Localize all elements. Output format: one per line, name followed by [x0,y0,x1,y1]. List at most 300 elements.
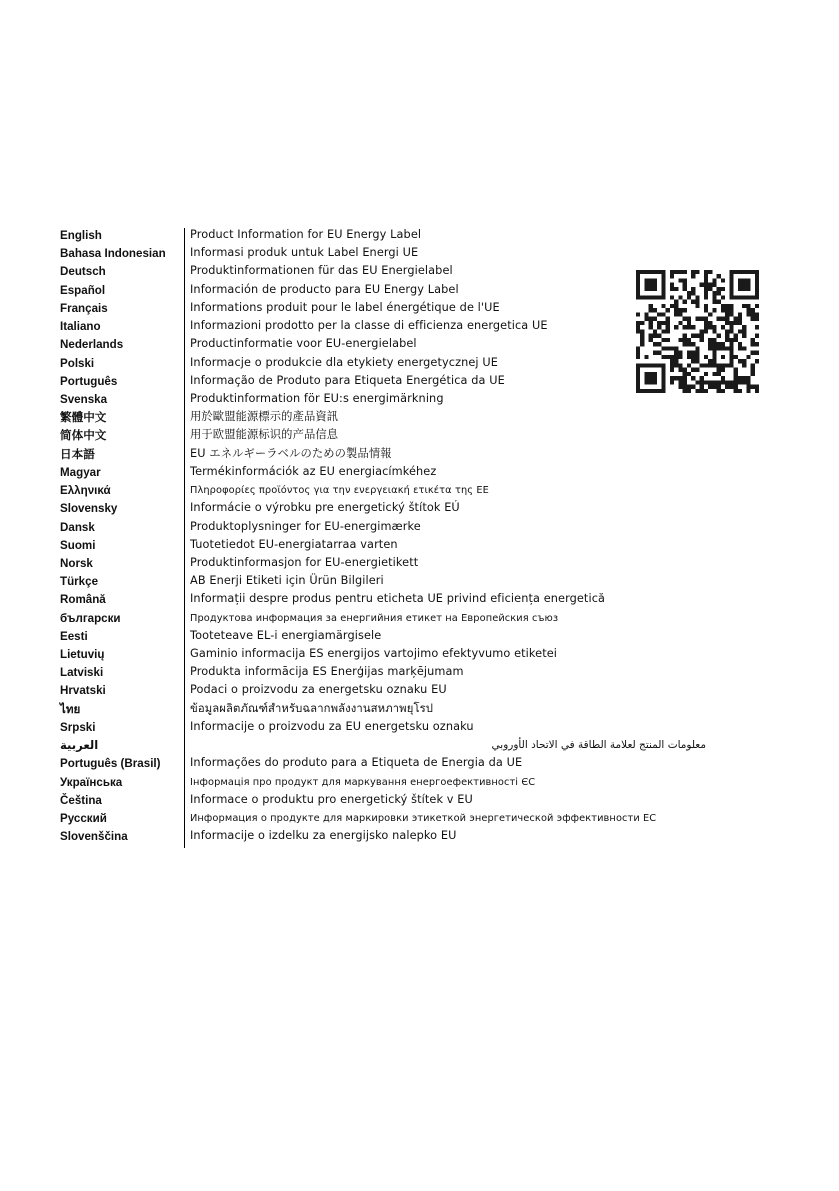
qr-module [670,274,674,278]
qr-module [670,363,674,367]
qr-module [636,385,640,389]
qr-module [657,363,661,367]
qr-module [687,372,691,376]
language-description: Informacije o izdelku za energijsko nalepko EU [190,829,457,843]
qr-module [649,363,653,367]
qr-module [661,329,665,333]
qr-module [691,368,695,372]
qr-module [674,304,678,308]
qr-module [687,291,691,295]
qr-module [729,270,733,274]
language-description: Tooteteave EL-i energiamärgisele [190,628,382,642]
qr-module [640,338,644,342]
qr-module [755,325,759,329]
qr-module [674,270,678,274]
qr-module [640,295,644,299]
qr-module [738,317,742,321]
qr-module [717,385,721,389]
qr-module [683,300,687,304]
qr-module [691,291,695,295]
qr-module [712,385,716,389]
qr-module [746,308,750,312]
qr-module [695,295,699,299]
language-name: Polski [60,356,95,370]
qr-module [661,287,665,291]
qr-module [700,283,704,287]
qr-module [644,270,648,274]
language-name: ไทย [60,702,81,716]
qr-module [725,321,729,325]
qr-module [678,376,682,380]
qr-module [661,338,665,342]
qr-module [678,385,682,389]
language-name: Ελληνικά [60,484,111,498]
language-name: Latviski [60,666,104,680]
qr-module [738,346,742,350]
qr-module [661,274,665,278]
qr-module [691,355,695,359]
qr-module [755,334,759,338]
qr-module [653,376,657,380]
qr-module [738,295,742,299]
qr-module [678,295,682,299]
qr-module [746,355,750,359]
qr-module [704,274,708,278]
language-description: Productinformatie voor EU-energielabel [190,337,417,351]
qr-module [755,351,759,355]
qr-module [636,283,640,287]
qr-module [717,334,721,338]
qr-module [729,312,733,316]
language-row-no [60,555,660,573]
qr-module [636,389,640,393]
qr-module [695,380,699,384]
qr-module [649,389,653,393]
language-description: Информация о продукте для маркировки этикеткой энергетической эффективности ЕС [190,813,657,824]
language-name: Português (Brasil) [60,757,161,771]
qr-module [695,359,699,363]
qr-module [683,287,687,291]
qr-module [721,376,725,380]
qr-module [636,295,640,299]
qr-module [712,372,716,376]
qr-module [653,342,657,346]
qr-module [636,351,640,355]
qr-module [704,317,708,321]
qr-module [712,278,716,282]
language-description: Información de producto para EU Energy Label [190,282,459,296]
qr-module [704,372,708,376]
qr-module [649,308,653,312]
qr-module [695,346,699,350]
qr-module [649,325,653,329]
qr-module [746,376,750,380]
language-name: Čeština [60,793,102,807]
qr-module [661,355,665,359]
qr-module [649,376,653,380]
qr-module [661,385,665,389]
language-row-hr [60,682,660,700]
qr-module [712,380,716,384]
qr-module [734,389,738,393]
qr-module [670,368,674,372]
language-name: Türkçe [60,575,99,589]
qr-module [729,291,733,295]
qr-module [678,312,682,316]
qr-module [742,359,746,363]
qr-module [708,321,712,325]
qr-module [738,283,742,287]
qr-module [717,368,721,372]
qr-module [695,317,699,321]
qr-module [755,274,759,278]
qr-module [734,334,738,338]
language-name: български [60,611,121,625]
language-description: Produktinformasjon for EU-energietikett [190,555,419,569]
qr-module [678,355,682,359]
qr-module [704,295,708,299]
qr-module [751,295,755,299]
language-description: Інформація про продукт для маркування енергоефективності ЄС [190,776,536,788]
language-row-ar [60,737,706,755]
qr-module [691,270,695,274]
qr-module [700,376,704,380]
qr-module [704,304,708,308]
language-row-th [60,701,660,719]
qr-module [708,342,712,346]
qr-module [683,334,687,338]
language-row-el [60,482,660,500]
qr-module [704,355,708,359]
qr-module [742,376,746,380]
qr-module [666,338,670,342]
qr-module [717,389,721,393]
language-row-nl [60,336,660,354]
qr-module [683,385,687,389]
language-description: Podaci o proizvodu za energetsku oznaku EU [190,683,447,697]
qr-module [687,342,691,346]
qr-module [751,385,755,389]
qr-module [734,317,738,321]
language-name: Bahasa Indonesian [60,247,166,261]
qr-module [742,380,746,384]
language-row-it [60,318,660,336]
qr-module [683,380,687,384]
qr-module [695,270,699,274]
language-name: Українська [60,775,123,789]
qr-module [742,325,746,329]
qr-module [708,338,712,342]
qr-module [751,342,755,346]
qr-module [649,338,653,342]
qr-module [636,346,640,350]
language-description: Продуктова информация за енергийния етикет на Европейския съюз [190,612,559,624]
qr-module [691,334,695,338]
language-row-zh-hant [60,409,660,427]
qr-module [734,368,738,372]
qr-module [644,295,648,299]
qr-module [708,325,712,329]
language-row-fr [60,300,660,318]
qr-module [657,312,661,316]
language-description: Informace o produktu pro energetický štítek v EU [190,792,473,806]
qr-module [712,355,716,359]
qr-module [644,363,648,367]
language-row-de [60,263,660,281]
qr-module [734,270,738,274]
qr-module [674,308,678,312]
qr-module [712,363,716,367]
qr-module [708,346,712,350]
qr-module [708,385,712,389]
qr-module [670,287,674,291]
language-description: Informácie o výrobku pre energetický štítok EÚ [190,501,460,515]
qr-module [742,278,746,282]
qr-module [704,291,708,295]
qr-module [734,355,738,359]
language-row-ru [60,810,660,828]
qr-module [674,346,678,350]
qr-module [683,376,687,380]
qr-module [729,321,733,325]
qr-module [729,295,733,299]
qr-module [729,287,733,291]
qr-module [670,304,674,308]
qr-module [636,372,640,376]
qr-module [649,295,653,299]
language-name: Français [60,301,108,315]
qr-module [657,321,661,325]
qr-module [666,355,670,359]
language-row-fi [60,537,660,555]
qr-module [691,342,695,346]
qr-module [661,376,665,380]
qr-module [666,325,670,329]
language-description: Πληροφορίες προϊόντος για την ενεργειακή ετικέτα της ΕΕ [190,485,489,497]
qr-module [653,389,657,393]
qr-module [649,270,653,274]
qr-module [734,385,738,389]
qr-module [644,372,648,376]
qr-module [717,342,721,346]
qr-module [755,291,759,295]
qr-module [636,380,640,384]
language-description: Produktinformationen für das EU Energielabel [190,264,453,278]
language-name: Magyar [60,465,101,479]
qr-module [661,380,665,384]
qr-module [721,317,725,321]
qr-module [695,368,699,372]
qr-module [683,338,687,342]
qr-module [708,312,712,316]
qr-module [661,295,665,299]
qr-module [666,329,670,333]
qr-module [721,346,725,350]
qr-module [725,304,729,308]
qr-module [704,329,708,333]
qr-module [704,389,708,393]
language-row-hu [60,464,660,482]
qr-module [687,321,691,325]
language-row-bg [60,610,660,628]
qr-module [721,287,725,291]
qr-module [653,317,657,321]
qr-module [725,346,729,350]
qr-module [687,363,691,367]
qr-module [636,312,640,316]
qr-module [687,317,691,321]
qr-module [674,376,678,380]
qr-module [751,308,755,312]
qr-module [734,376,738,380]
qr-module [721,389,725,393]
language-row-id [60,245,660,263]
qr-module [678,308,682,312]
qr-module [712,283,716,287]
qr-module [657,342,661,346]
qr-code[interactable] [636,270,759,393]
qr-module [704,287,708,291]
qr-module [661,363,665,367]
qr-module [683,368,687,372]
qr-module [729,363,733,367]
qr-module [636,376,640,380]
qr-module [746,270,750,274]
qr-module [653,372,657,376]
language-row-pt-br [60,755,660,773]
language-name: Español [60,283,106,297]
qr-module [729,385,733,389]
qr-module [704,321,708,325]
qr-module [755,389,759,393]
qr-module [755,359,759,363]
qr-module [738,380,742,384]
language-description: Informasi produk untuk Label Energi UE [190,246,419,260]
qr-module [687,389,691,393]
language-description: Produkta informācija ES Enerģijas marķējumam [190,665,464,679]
qr-module [691,351,695,355]
qr-module [721,342,725,346]
qr-module [687,338,691,342]
qr-module [691,325,695,329]
qr-module [751,368,755,372]
qr-module [640,270,644,274]
language-row-ja [60,446,660,464]
qr-module [738,359,742,363]
qr-module [712,295,716,299]
qr-module [691,300,695,304]
qr-module [636,274,640,278]
qr-module [717,380,721,384]
qr-module [755,283,759,287]
qr-module [729,283,733,287]
language-description: Informações do produto para a Etiqueta de Energia da UE [190,756,523,770]
qr-module [653,287,657,291]
qr-module [683,325,687,329]
qr-module [700,338,704,342]
qr-module [695,304,699,308]
qr-module [738,329,742,333]
qr-module [674,300,678,304]
qr-module [755,278,759,282]
qr-module [729,359,733,363]
qr-module [742,287,746,291]
qr-module [661,321,665,325]
qr-module [738,287,742,291]
qr-module [755,385,759,389]
qr-module [708,380,712,384]
qr-module [725,317,729,321]
language-row-sv [60,391,660,409]
language-name: Slovenščina [60,830,128,844]
qr-module [729,308,733,312]
language-name: Dansk [60,520,95,534]
qr-module [734,295,738,299]
qr-module [674,351,678,355]
qr-module [674,325,678,329]
qr-module [717,300,721,304]
qr-module [649,317,653,321]
qr-module [712,300,716,304]
qr-module [725,329,729,333]
language-description: معلومات المنتج لعلامة الطاقة في الاتحاد الأوروبي [491,739,706,752]
qr-module [725,380,729,384]
qr-module [636,287,640,291]
qr-module [644,376,648,380]
qr-module [704,283,708,287]
language-description: EU エネルギーラベルのための製品情報 [190,446,392,460]
qr-module [670,355,674,359]
qr-module [661,372,665,376]
qr-module [721,380,725,384]
qr-module [729,338,733,342]
qr-module [695,351,699,355]
qr-module [678,368,682,372]
qr-module [738,321,742,325]
qr-module [751,351,755,355]
qr-module [687,355,691,359]
qr-module [649,304,653,308]
qr-module [704,363,708,367]
qr-module [644,317,648,321]
qr-module [640,342,644,346]
qr-module [636,329,640,333]
qr-module [755,342,759,346]
language-row-pl [60,355,660,373]
language-row-lv [60,664,660,682]
qr-module [657,351,661,355]
qr-module [678,363,682,367]
qr-module [636,291,640,295]
qr-module [704,270,708,274]
qr-module [640,334,644,338]
qr-module [729,329,733,333]
qr-module [649,321,653,325]
language-name: Italiano [60,320,101,334]
qr-module [725,338,729,342]
qr-module [657,295,661,299]
qr-module [653,380,657,384]
qr-module [674,355,678,359]
qr-module [691,274,695,278]
language-row-zh-hans [60,427,660,445]
language-name: Norsk [60,556,93,570]
qr-module [738,270,742,274]
qr-module [649,380,653,384]
qr-module [708,287,712,291]
qr-module [708,363,712,367]
language-name: Suomi [60,538,96,552]
